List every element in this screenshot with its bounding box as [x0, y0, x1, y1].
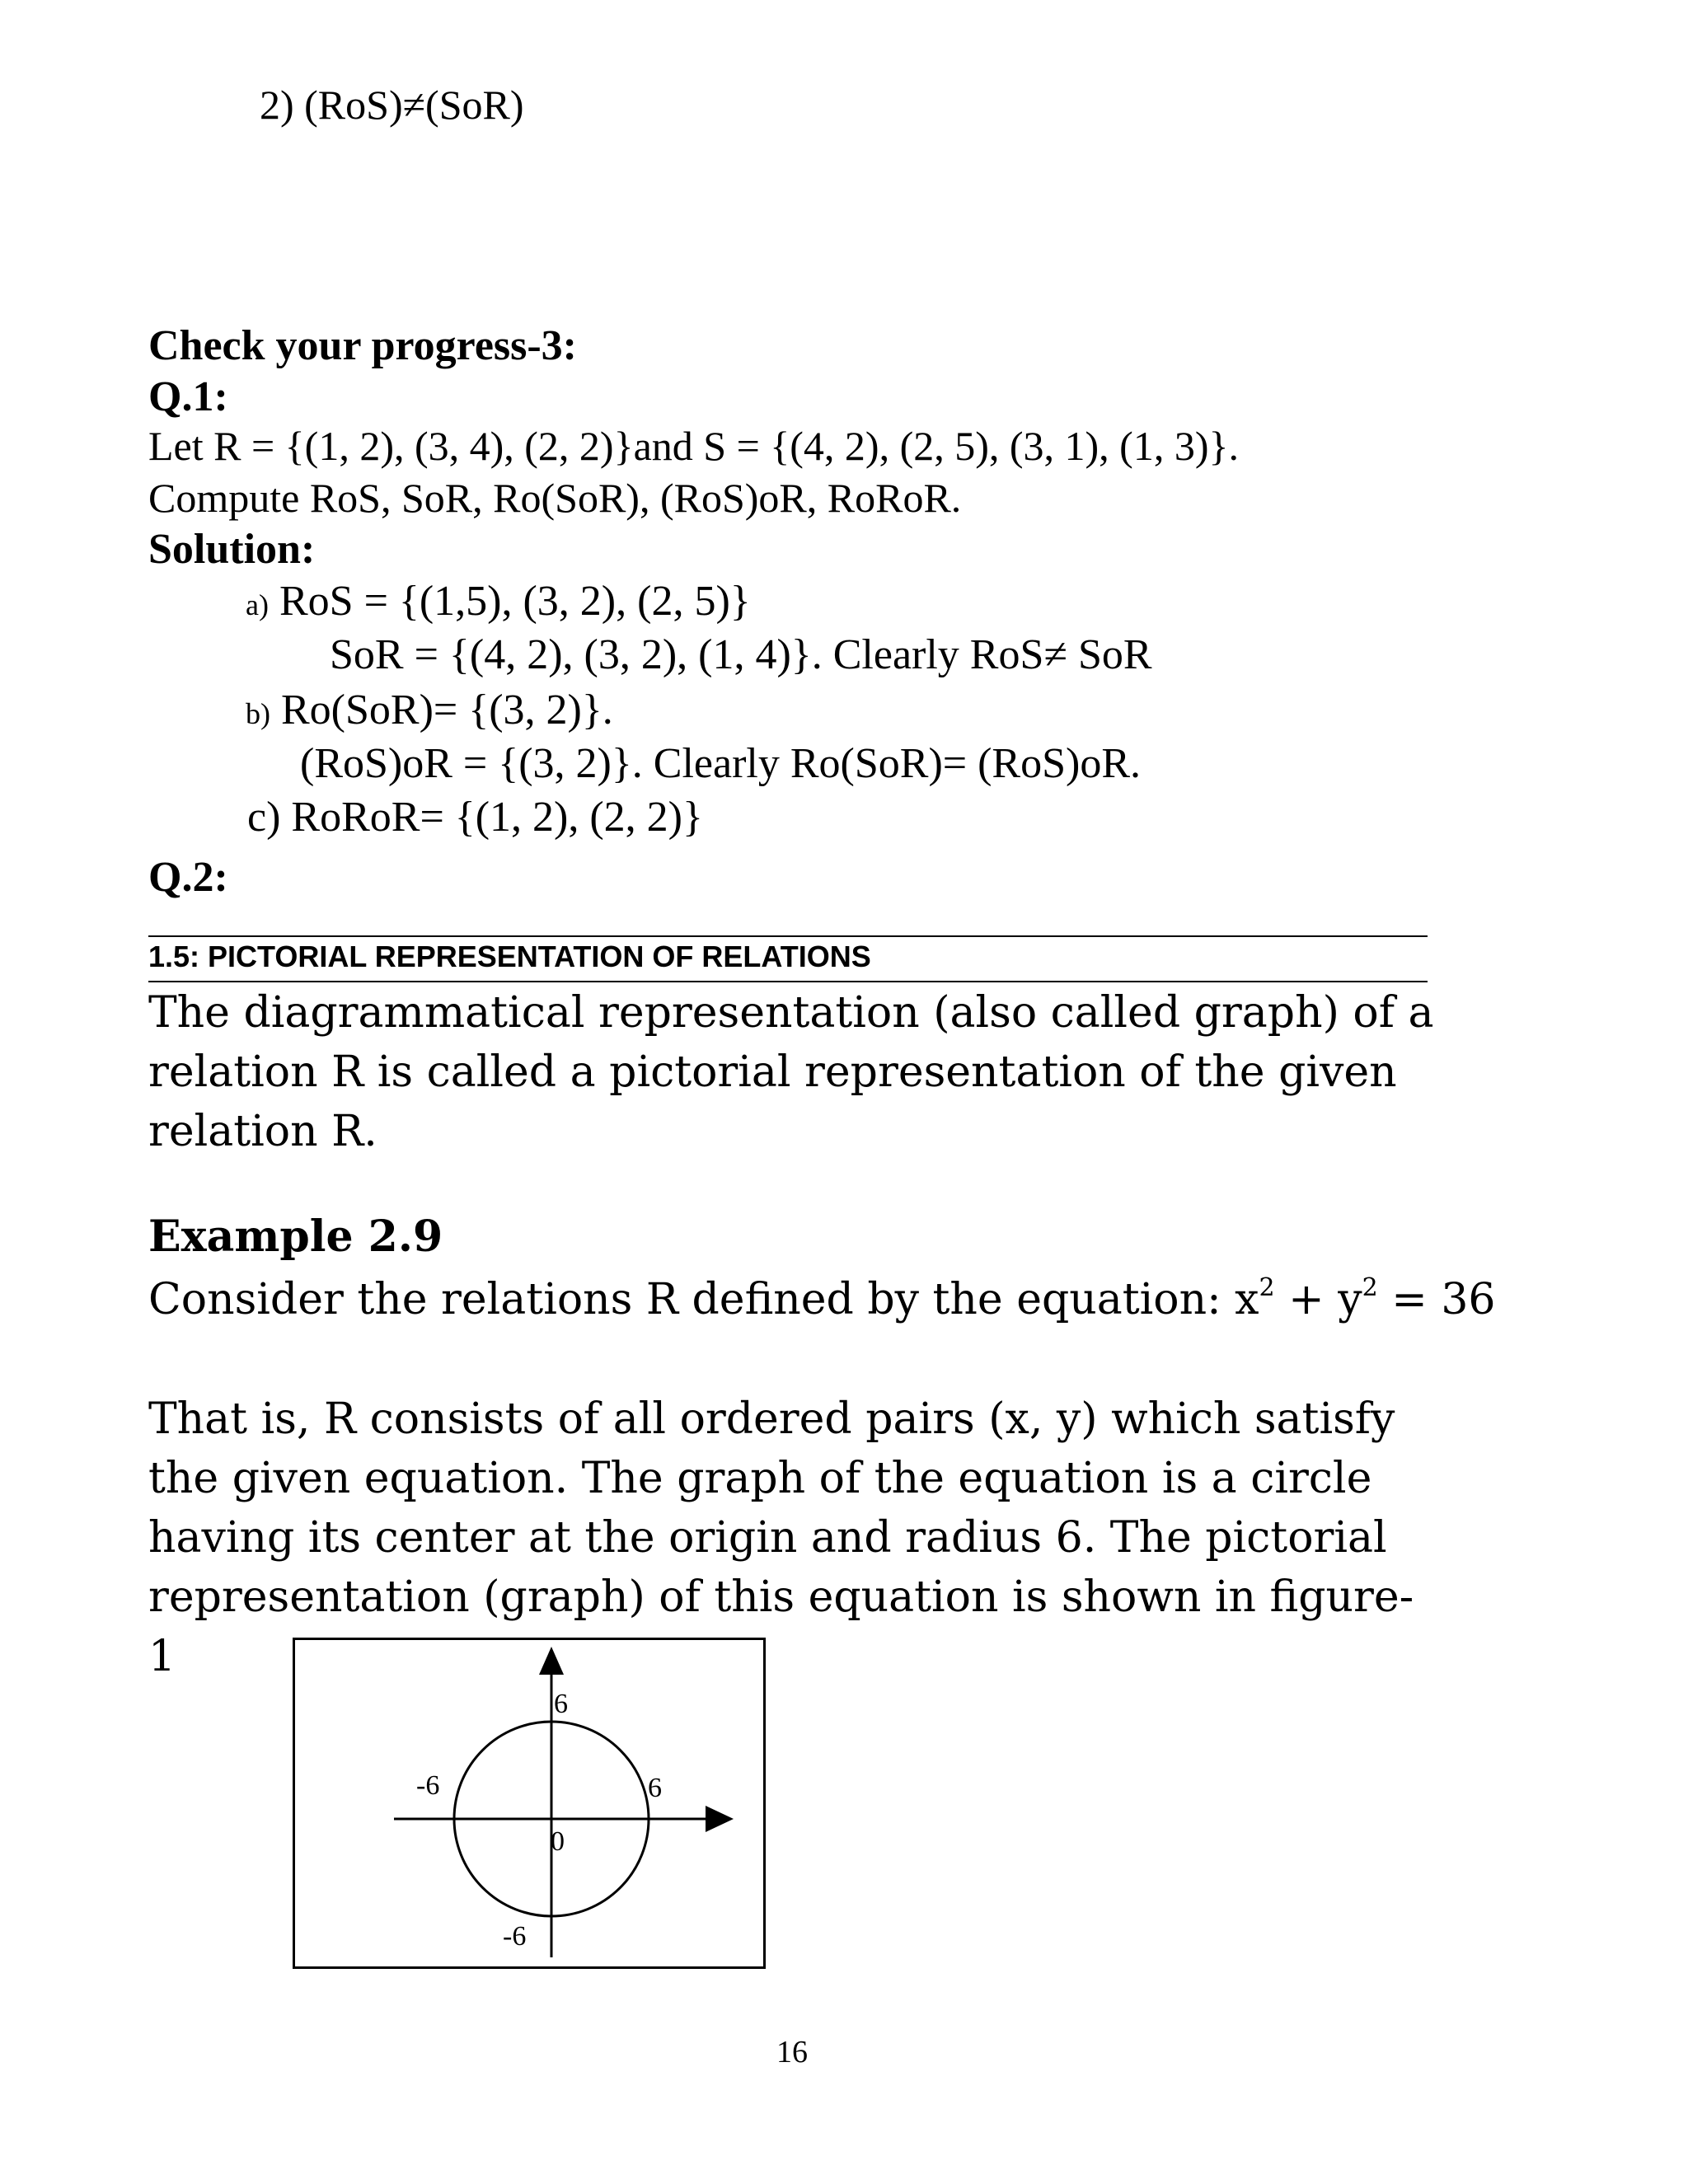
y-axis-arrow-icon: [539, 1647, 564, 1675]
label-y-positive: 6: [554, 1689, 568, 1719]
label-origin: 0: [551, 1826, 565, 1857]
equation-middle: + y: [1274, 1275, 1362, 1324]
page-number: 16: [776, 2035, 808, 2069]
part-b-line-1: Ro(SoR)= {(3, 2)}.: [281, 687, 613, 733]
example-paragraph: That is, R consists of all ordered pairs (x, y) which satisfy the given equation. The graph of the equation is a circle having its center at the origin and radius 6. The pictorial representation (graph) of this equation is shown in figure-1: [148, 1394, 1414, 1681]
equation-exponent-x: 2: [1259, 1273, 1275, 1302]
equation-suffix: = 36: [1377, 1275, 1496, 1324]
section-rule-top: [148, 935, 1428, 937]
label-x-negative: -6: [416, 1770, 440, 1801]
part-a-line-2: SoR = {(4, 2), (3, 2), (1, 4)}. Clearly RoS≠ SoR: [330, 631, 1152, 678]
question-1-text-line-2: Compute RoS, SoR, Ro(SoR), (RoS)oR, RoRoR.: [148, 475, 962, 521]
solution-part-c: c) RoRoR= {(1, 2), (2, 2)}: [247, 794, 703, 841]
example-equation-line: [148, 1273, 1495, 1324]
solution-label: Solution:: [148, 526, 316, 573]
solution-part-a: [246, 577, 751, 626]
question-1-label: Q.1:: [148, 373, 228, 420]
part-b-marker: b): [246, 697, 270, 730]
circle-graph: [295, 1640, 763, 1966]
part-a-marker: a): [246, 588, 269, 621]
equation-exponent-y: 2: [1362, 1273, 1378, 1302]
question-1-text-line-1: Let R = {(1, 2), (3, 4), (2, 2)}and S = {(4, 2), (2, 5), (3, 1), (1, 3)}.: [148, 423, 1239, 469]
check-progress-heading: Check your progress-3:: [148, 322, 577, 369]
previous-result-line: 2) (RoS)≠(SoR): [260, 82, 524, 128]
question-2-label: Q.2:: [148, 854, 228, 901]
circle-figure: [293, 1638, 766, 1969]
part-a-line-1: RoS = {(1,5), (3, 2), (2, 5)}: [279, 578, 751, 625]
section-paragraph: The diagrammatical representation (also called graph) of a relation R is called a pictorial representation of the given relation R.: [148, 988, 1434, 1156]
section-rule-bottom: [148, 981, 1428, 982]
section-heading: 1.5: PICTORIAL REPRESENTATION OF RELATIONS: [148, 940, 871, 973]
part-b-line-2: (RoS)oR = {(3, 2)}. Clearly Ro(SoR)= (RoS)oR.: [300, 740, 1142, 787]
equation-prefix: Consider the relations R defined by the equation: x: [148, 1275, 1259, 1324]
x-axis-arrow-icon: [706, 1806, 734, 1832]
solution-part-b: [246, 686, 613, 734]
example-heading: Example 2.9: [148, 1212, 443, 1262]
label-y-negative: -6: [503, 1921, 527, 1952]
label-x-positive: 6: [648, 1773, 662, 1803]
